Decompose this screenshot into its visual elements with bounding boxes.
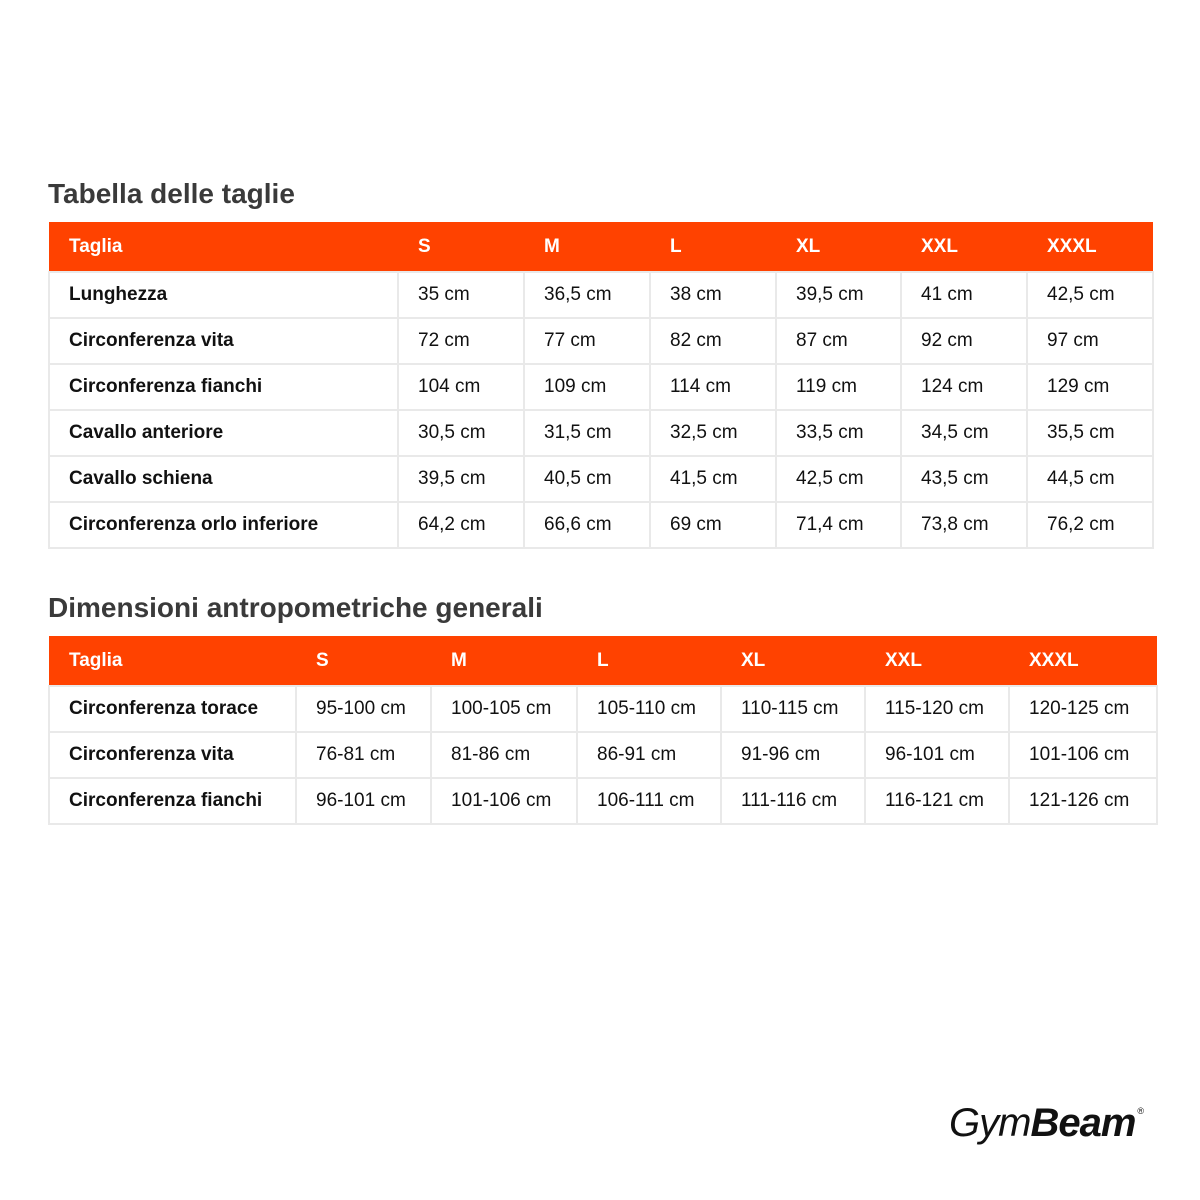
table-cell: 96-101 cm	[296, 778, 431, 824]
row-label: Cavallo anteriore	[49, 410, 398, 456]
table-cell: 120-125 cm	[1009, 686, 1157, 732]
table-row	[49, 686, 1157, 732]
table-cell: 34,5 cm	[901, 410, 1027, 456]
table-cell: 114 cm	[650, 364, 776, 410]
table-row	[49, 272, 1153, 318]
table-cell: 73,8 cm	[901, 502, 1027, 548]
table-cell: 105-110 cm	[577, 686, 721, 732]
table-cell: 39,5 cm	[398, 456, 524, 502]
table-cell: 66,6 cm	[524, 502, 650, 548]
table-cell: 104 cm	[398, 364, 524, 410]
table-cell: 124 cm	[901, 364, 1027, 410]
logo-text-gym: Gym	[949, 1101, 1031, 1145]
table-cell: 106-111 cm	[577, 778, 721, 824]
table-cell: 86-91 cm	[577, 732, 721, 778]
table-cell: 100-105 cm	[431, 686, 577, 732]
body-measurements-table	[48, 636, 1158, 825]
row-label: Circonferenza vita	[49, 318, 398, 364]
table-cell: 33,5 cm	[776, 410, 901, 456]
table-row	[49, 456, 1153, 502]
table-cell: 111-116 cm	[721, 778, 865, 824]
header-cell-xl: XL	[721, 636, 865, 686]
header-cell-xl: XL	[776, 222, 901, 272]
table-cell: 91-96 cm	[721, 732, 865, 778]
table-cell: 42,5 cm	[1027, 272, 1153, 318]
table-cell: 82 cm	[650, 318, 776, 364]
table-cell: 101-106 cm	[431, 778, 577, 824]
row-label: Cavallo schiena	[49, 456, 398, 502]
table-cell: 30,5 cm	[398, 410, 524, 456]
table-cell: 41 cm	[901, 272, 1027, 318]
table-row	[49, 502, 1153, 548]
header-cell-xxl: XXL	[865, 636, 1009, 686]
table-row	[49, 732, 1157, 778]
table-cell: 95-100 cm	[296, 686, 431, 732]
logo-text-beam: Beam	[1030, 1101, 1136, 1145]
table-cell: 40,5 cm	[524, 456, 650, 502]
table-cell: 109 cm	[524, 364, 650, 410]
row-label: Circonferenza orlo inferiore	[49, 502, 398, 548]
table-row	[49, 778, 1157, 824]
row-label: Circonferenza vita	[49, 732, 296, 778]
table-cell: 76-81 cm	[296, 732, 431, 778]
size-table-title: Tabella delle taglie	[48, 178, 295, 209]
table-cell: 81-86 cm	[431, 732, 577, 778]
header-cell-s: S	[296, 636, 431, 686]
row-label: Circonferenza fianchi	[49, 778, 296, 824]
table-cell: 76,2 cm	[1027, 502, 1153, 548]
header-cell-s: S	[398, 222, 524, 272]
table-cell: 96-101 cm	[865, 732, 1009, 778]
header-cell-m: M	[524, 222, 650, 272]
table-cell: 97 cm	[1027, 318, 1153, 364]
header-cell-xxxl: XXXL	[1009, 636, 1157, 686]
row-label: Circonferenza fianchi	[49, 364, 398, 410]
table-row	[49, 318, 1153, 364]
table-cell: 43,5 cm	[901, 456, 1027, 502]
table-row	[49, 410, 1153, 456]
table-cell: 69 cm	[650, 502, 776, 548]
table-cell: 71,4 cm	[776, 502, 901, 548]
table-cell: 36,5 cm	[524, 272, 650, 318]
body-table-title: Dimensioni antropometriche generali	[48, 592, 543, 623]
table-cell: 72 cm	[398, 318, 524, 364]
row-label: Lunghezza	[49, 272, 398, 318]
table-cell: 116-121 cm	[865, 778, 1009, 824]
table-header-row	[49, 636, 1157, 686]
size-table	[48, 222, 1154, 549]
table-cell: 101-106 cm	[1009, 732, 1157, 778]
row-label: Circonferenza torace	[49, 686, 296, 732]
header-cell-m: M	[431, 636, 577, 686]
table-cell: 115-120 cm	[865, 686, 1009, 732]
header-cell-l: L	[650, 222, 776, 272]
table-cell: 38 cm	[650, 272, 776, 318]
table-header-row	[49, 222, 1153, 272]
table-cell: 92 cm	[901, 318, 1027, 364]
table-cell: 32,5 cm	[650, 410, 776, 456]
table-cell: 41,5 cm	[650, 456, 776, 502]
table-cell: 35,5 cm	[1027, 410, 1153, 456]
header-cell-l: L	[577, 636, 721, 686]
header-cell-xxxl: XXXL	[1027, 222, 1153, 272]
table-cell: 110-115 cm	[721, 686, 865, 732]
table-cell: 42,5 cm	[776, 456, 901, 502]
table-cell: 119 cm	[776, 364, 901, 410]
header-cell-xxl: XXL	[901, 222, 1027, 272]
table-cell: 121-126 cm	[1009, 778, 1157, 824]
table-cell: 77 cm	[524, 318, 650, 364]
header-cell-taglia: Taglia	[49, 636, 296, 686]
table-cell: 129 cm	[1027, 364, 1153, 410]
gymbeam-logo	[949, 1101, 1144, 1145]
table-cell: 87 cm	[776, 318, 901, 364]
registered-mark-icon: ®	[1137, 1106, 1144, 1116]
header-cell-taglia: Taglia	[49, 222, 398, 272]
table-cell: 39,5 cm	[776, 272, 901, 318]
table-cell: 64,2 cm	[398, 502, 524, 548]
table-cell: 35 cm	[398, 272, 524, 318]
table-cell: 31,5 cm	[524, 410, 650, 456]
table-row	[49, 364, 1153, 410]
table-cell: 44,5 cm	[1027, 456, 1153, 502]
